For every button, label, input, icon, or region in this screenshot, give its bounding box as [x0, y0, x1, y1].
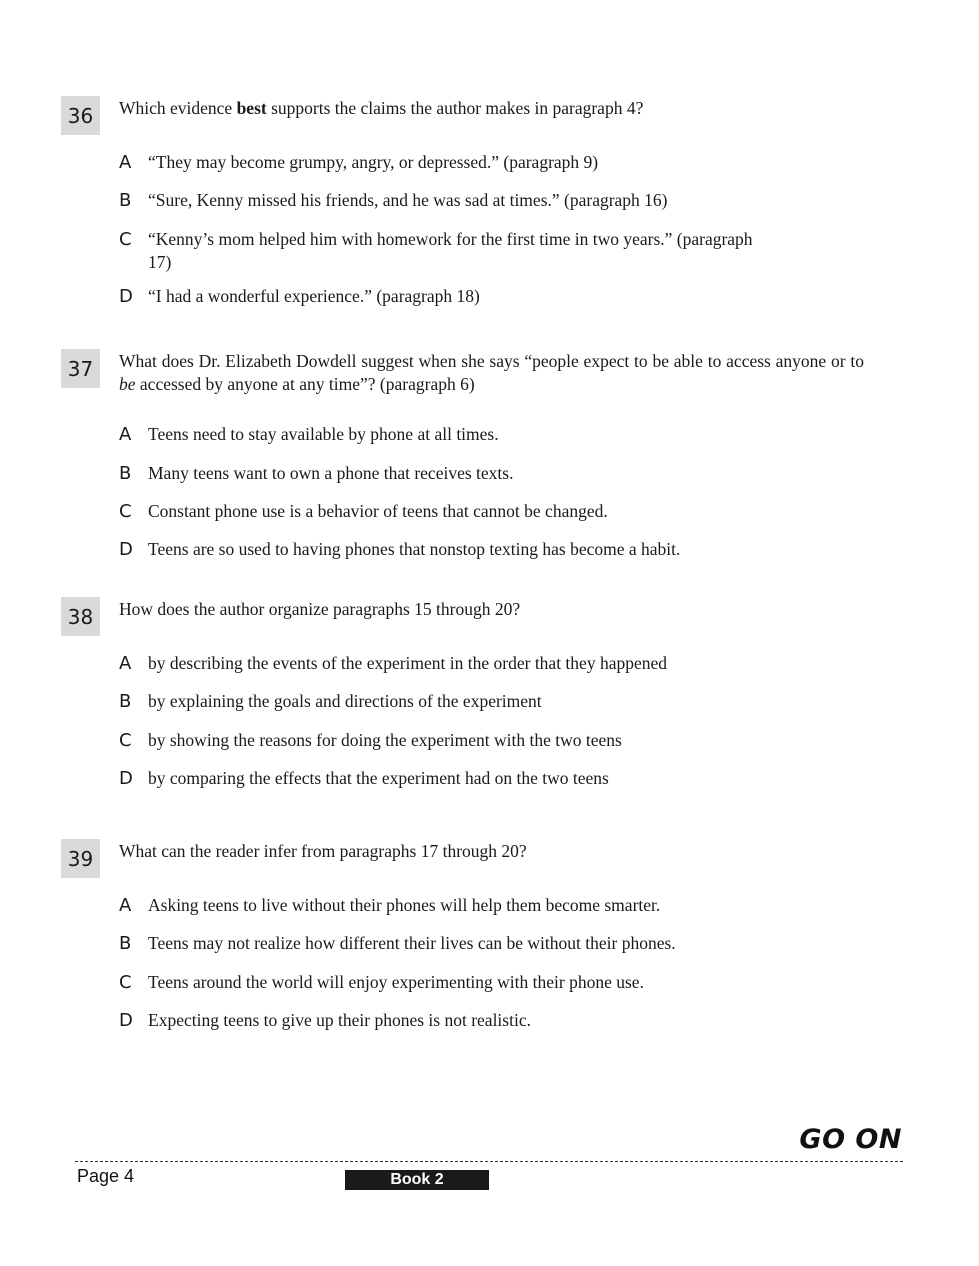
option-text: “I had a wonderful experience.” (paragraph 18)	[148, 286, 480, 306]
option-letter: C	[119, 730, 132, 751]
option-letter: A	[119, 424, 132, 445]
book-label: Book 2	[345, 1170, 489, 1190]
option-text: Asking teens to live without their phones will help them become smarter.	[148, 895, 661, 915]
option-text: Teens around the world will enjoy experimenting with their phone use.	[148, 972, 644, 992]
option-letter: C	[119, 972, 132, 993]
option-text: Constant phone use is a behavior of teens that cannot be changed.	[148, 501, 608, 521]
question-stem: How does the author organize paragraphs 15 through 20?	[119, 599, 521, 619]
option-letter: A	[119, 895, 132, 916]
question-number: 37	[61, 349, 100, 388]
option-text: by describing the events of the experiment in the order that they happened	[148, 653, 667, 673]
option-letter: D	[119, 539, 133, 560]
option-text: Teens need to stay available by phone at all times.	[148, 424, 499, 444]
option-text: “They may become grumpy, angry, or depressed.” (paragraph 9)	[148, 152, 599, 172]
question-stem: What can the reader infer from paragraphs 17 through 20?	[119, 841, 527, 861]
option-letter: C	[119, 229, 132, 250]
option-letter: A	[119, 653, 132, 674]
question-number: 36	[61, 96, 100, 135]
option-text: Teens are so used to having phones that nonstop texting has become a habit.	[148, 539, 681, 559]
option-text: “Sure, Kenny missed his friends, and he was sad at times.” (paragraph 16)	[148, 190, 668, 210]
option-letter: B	[119, 190, 132, 211]
option-letter: D	[119, 286, 133, 307]
go-on-label: GO ON	[799, 1124, 902, 1155]
option-letter: D	[119, 1010, 133, 1031]
option-text: by explaining the goals and directions of the experiment	[148, 691, 542, 711]
option-letter: B	[119, 463, 132, 484]
option-letter: C	[119, 501, 132, 522]
option-text: by comparing the effects that the experiment had on the two teens	[148, 768, 609, 788]
option-text: Many teens want to own a phone that receives texts.	[148, 463, 514, 483]
footer-divider	[75, 1161, 903, 1162]
option-letter: B	[119, 691, 132, 712]
question-stem: What does Dr. Elizabeth Dowdell suggest when she says “people expect to be able to access anyone or to be accessed by anyone at any time”? (paragraph 6)	[119, 351, 864, 394]
option-text: Teens may not realize how different their lives can be without their phones.	[148, 933, 676, 953]
question-number: 38	[61, 597, 100, 636]
question-stem: Which evidence best supports the claims the author makes in paragraph 4?	[119, 98, 644, 118]
option-letter: B	[119, 933, 132, 954]
option-letter: A	[119, 152, 132, 173]
page-number: Page 4	[77, 1166, 135, 1186]
question-number: 39	[61, 839, 100, 878]
option-text: by showing the reasons for doing the experiment with the two teens	[148, 730, 622, 750]
option-text: Expecting teens to give up their phones is not realistic.	[148, 1010, 531, 1030]
option-text: “Kenny’s mom helped him with homework for the first time in two years.” (paragraph 17)	[148, 229, 753, 272]
option-letter: D	[119, 768, 133, 789]
